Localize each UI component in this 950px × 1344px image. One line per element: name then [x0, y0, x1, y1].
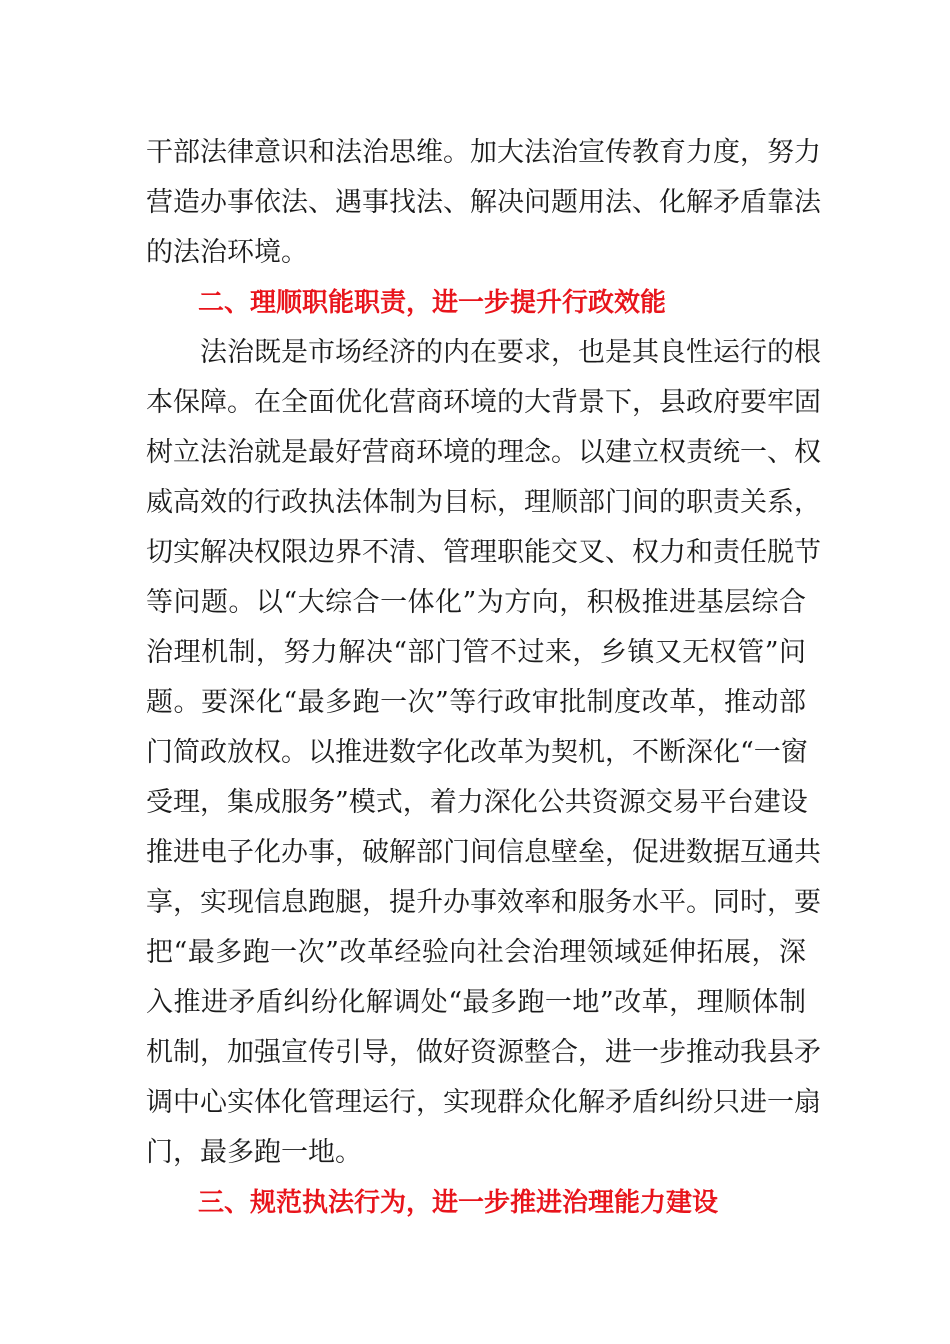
section-heading-3: 三、规范执法行为，进一步推进治理能力建设 — [198, 1188, 719, 1218]
section-heading-2: 二、理顺职能职责，进一步提升行政效能 — [198, 288, 667, 318]
text-line: 推进电子化办事，破解部门间信息壁垒，促进数据互通共 — [146, 837, 821, 868]
text-line: 受理，集成服务”模式，着力深化公共资源交易平台建设 — [146, 787, 808, 818]
text-line: 调中心实体化管理运行，实现群众化解矛盾纠纷只进一扇 — [146, 1087, 821, 1118]
text-line: 营造办事依法、遇事找法、解决问题用法、化解矛盾靠法 — [146, 187, 821, 218]
text-line: 威高效的行政执法体制为目标，理顺部门间的职责关系， — [146, 487, 821, 518]
text-line: 机制，加强宣传引导，做好资源整合，进一步推动我县矛 — [146, 1037, 821, 1068]
text-line: 享，实现信息跑腿，提升办事效率和服务水平。同时，要 — [146, 887, 821, 918]
text-line: 门简政放权。以推进数字化改革为契机，不断深化“一窗 — [146, 737, 808, 768]
paragraph-1 — [146, 128, 821, 278]
text-line: 干部法律意识和法治思维。加大法治宣传教育力度，努力 — [146, 137, 821, 168]
text-line: 等问题。以“大综合一体化”为方向，积极推进基层综合 — [146, 587, 806, 618]
text-line: 法治既是市场经济的内在要求，也是其良性运行的根 — [200, 337, 821, 368]
text-line: 树立法治就是最好营商环境的理念。以建立权责统一、权 — [146, 437, 821, 468]
text-line: 题。要深化“最多跑一次”等行政审批制度改革，推动部 — [146, 687, 806, 718]
document-body — [146, 128, 821, 1228]
text-line: 治理机制，努力解决“部门管不过来，乡镇又无权管”问 — [146, 637, 806, 668]
text-line: 切实解决权限边界不清、管理职能交叉、权力和责任脱节 — [146, 537, 821, 568]
text-line: 门，最多跑一地。 — [146, 1137, 362, 1168]
paragraph-2 — [146, 328, 821, 1178]
text-line: 入推进矛盾纠纷化解调处“最多跑一地”改革，理顺体制 — [146, 987, 806, 1018]
text-line: 把“最多跑一次”改革经验向社会治理领域延伸拓展，深 — [146, 937, 806, 968]
text-line: 本保障。在全面优化营商环境的大背景下，县政府要牢固 — [146, 387, 821, 418]
text-line: 的法治环境。 — [146, 237, 308, 268]
